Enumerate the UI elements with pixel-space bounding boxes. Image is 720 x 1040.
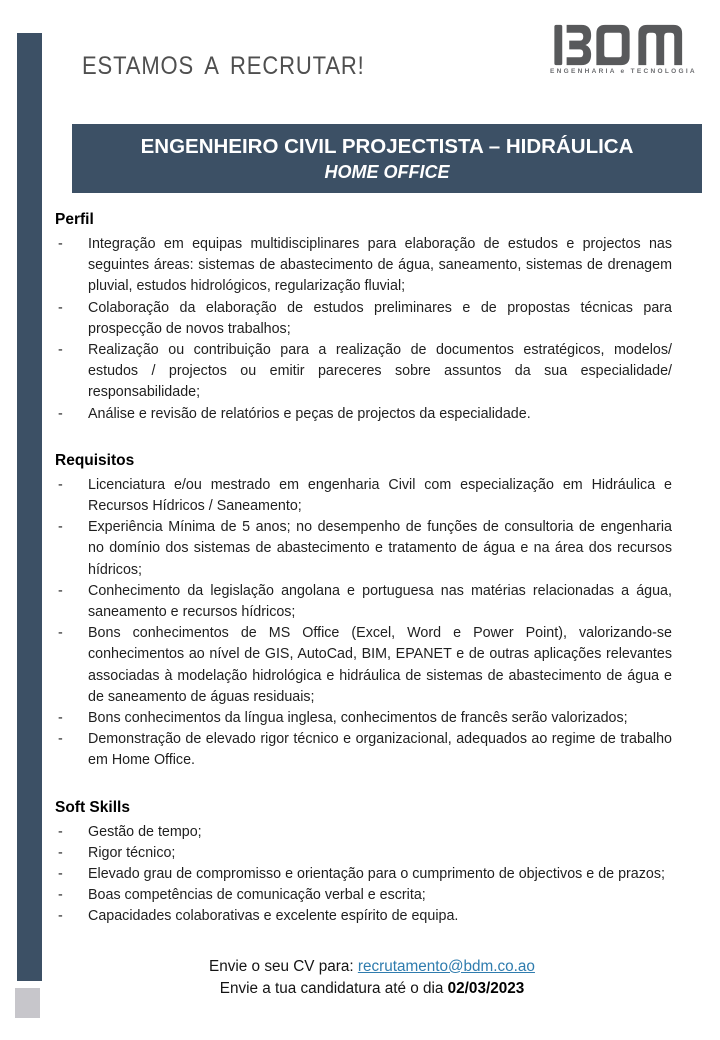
list-item: - Integração em equipas multidisciplinares para elaboração de estudos e projectos nas seguintes áreas: sistemas de abastecimento de água, saneamento, sistemas de drenagem pluvial, estudos hidrológicos, regularização fluvial; — [55, 234, 672, 298]
recruitment-email-link[interactable]: recrutamento@bdm.co.ao — [357, 957, 535, 975]
list-item: - Gestão de tempo; — [55, 822, 672, 843]
document-content — [55, 0, 697, 1001]
header — [55, 24, 697, 84]
job-title-banner — [72, 124, 702, 193]
section-requisitos — [55, 451, 672, 772]
left-accent-bar — [17, 33, 42, 981]
list-item: - Capacidades colaborativas e excelente espírito de equipa. — [55, 906, 672, 927]
recruiting-tagline: ESTAMOS A RECRUTAR! — [82, 52, 365, 80]
list-item: - Bons conhecimentos da língua inglesa, conhecimentos de francês serão valorizados; — [55, 708, 672, 729]
logo-caption: ENGENHARIA e TECNOLOGIA — [550, 68, 697, 75]
job-subtitle: HOME OFFICE — [324, 161, 450, 182]
list-item: - Análise e revisão de relatórios e peças de projectos da especialidade. — [55, 404, 672, 425]
list-item: - Rigor técnico; — [55, 843, 672, 864]
job-title: ENGENHEIRO CIVIL PROJECTISTA – HIDRÁULICA — [140, 134, 634, 158]
requisitos-list — [55, 475, 672, 772]
section-heading-soft-skills: Soft Skills — [55, 798, 130, 816]
deadline-date: 02/03/2023 — [447, 980, 525, 998]
section-soft-skills — [55, 798, 672, 928]
list-item: - Realização ou contribuição para a realização de documentos estratégicos, modelos/ estudos / projectos ou emitir pareceres sobre assuntos da sua especialidade/ responsabilidade; — [55, 340, 672, 404]
list-item: - Experiência Mínima de 5 anos; no desempenho de funções de consultoria de engenharia no domínio dos sistemas de abastecimento e tratamento de água e na área dos recursos hídricos; — [55, 517, 672, 581]
deadline-line — [55, 978, 689, 1001]
section-perfil — [55, 210, 672, 425]
list-item: - Conhecimento da legislação angolana e portuguesa nas matérias relacionadas a água, saneamento e recursos hídricos; — [55, 581, 672, 623]
bdm-logo-icon — [554, 24, 686, 66]
soft-skills-list — [55, 822, 672, 928]
section-heading-perfil: Perfil — [55, 211, 94, 228]
list-item: - Licenciatura e/ou mestrado em engenharia Civil com especialização em Hidráulica e Recursos Hídricos / Saneamento; — [55, 475, 672, 517]
bdm-logo — [550, 24, 697, 75]
cv-line — [55, 956, 689, 979]
cv-prefix: Envie o seu CV para: — [209, 957, 358, 975]
left-accent-square — [15, 988, 40, 1018]
perfil-list — [55, 234, 672, 425]
list-item: - Boas competências de comunicação verbal e escrita; — [55, 885, 672, 906]
list-item: - Colaboração da elaboração de estudos preliminares e de propostas técnicas para prospecção de novos trabalhos; — [55, 298, 672, 340]
section-heading-requisitos: Requisitos — [55, 451, 135, 469]
list-item: - Demonstração de elevado rigor técnico e organizacional, adequados ao regime de trabalho em Home Office. — [55, 729, 672, 771]
list-item: - Elevado grau de compromisso e orientação para o cumprimento de objectivos e de prazos; — [55, 864, 672, 885]
application-footer — [55, 956, 689, 1001]
list-item: - Bons conhecimentos de MS Office (Excel, Word e Power Point), valorizando-se conhecimentos ao nível de GIS, AutoCad, BIM, EPANET e de outras aplicações relevantes associadas à modelação hidrológica e hidráulica de sistemas de abastecimento de água e de saneamento de águas residuais; — [55, 623, 672, 708]
deadline-prefix: Envie a tua candidatura até o dia — [219, 980, 448, 998]
